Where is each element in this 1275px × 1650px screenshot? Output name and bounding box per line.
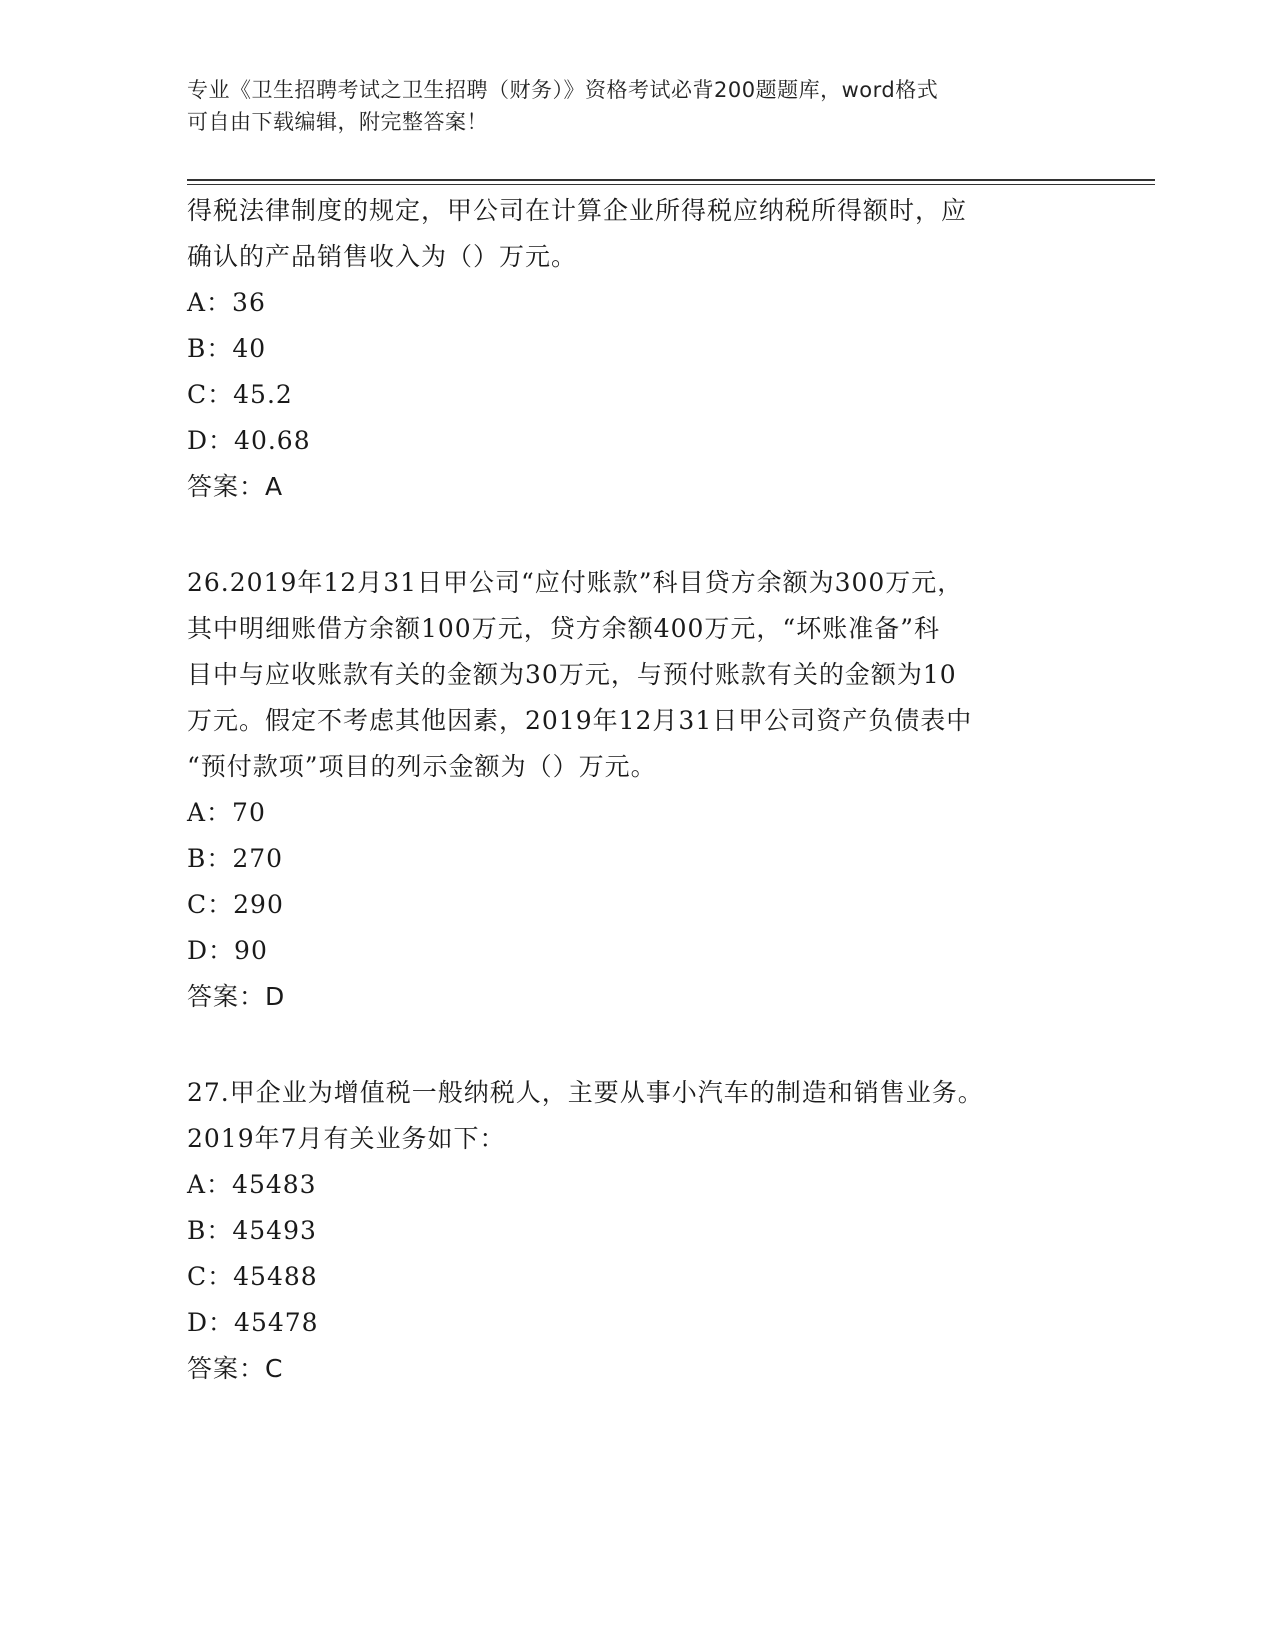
option-b: B：45493 (187, 1216, 317, 1245)
question-26 (187, 560, 1067, 1020)
question-text-line: 目中与应收账款有关的金额为30万元，与预付账款有关的金额为10 (187, 660, 957, 689)
question-text-line: 27.甲企业为增值税一般纳税人，主要从事小汽车的制造和销售业务。 (187, 1078, 984, 1107)
option-a: A：70 (187, 798, 266, 827)
option-list (187, 1162, 1067, 1346)
question-text-line: “预付款项”项目的列示金额为（）万元。 (187, 752, 657, 781)
question-text-line: 2019年7月有关业务如下： (187, 1124, 506, 1153)
option-d: D：40.68 (187, 426, 311, 455)
answer-line: 答案：A (187, 472, 284, 501)
option-list (187, 280, 1067, 464)
option-c: C：290 (187, 890, 284, 919)
question-text-line: 确认的产品销售收入为（）万元。 (187, 242, 578, 271)
document-body (187, 188, 1067, 1392)
option-d: D：90 (187, 936, 268, 965)
option-list (187, 790, 1067, 974)
question-text-line: 万元。假定不考虑其他因素，2019年12月31日甲公司资产负债表中 (187, 706, 973, 735)
header-line-1: 专业《卫生招聘考试之卫生招聘（财务）》资格考试必背200题题库，word格式 (187, 78, 939, 102)
answer-line: 答案：D (187, 982, 286, 1011)
option-b: B：40 (187, 334, 267, 363)
question-25 (187, 188, 1067, 510)
header-rule-thin (187, 184, 1155, 185)
option-a: A：36 (187, 288, 266, 317)
question-text-line: 得税法律制度的规定，甲公司在计算企业所得税应纳税所得额时，应 (187, 196, 968, 225)
option-a: A：45483 (187, 1170, 317, 1199)
option-b: B：270 (187, 844, 284, 873)
question-text-line: 其中明细账借方余额100万元，贷方余额400万元，“坏账准备”科 (187, 614, 940, 643)
document-header (187, 74, 1067, 138)
option-c: C：45.2 (187, 380, 293, 409)
spacer (187, 1020, 1067, 1070)
header-line-2: 可自由下载编辑，附完整答案！ (187, 110, 488, 134)
question-text-line: 26.2019年12月31日甲公司“应付账款”科目贷方余额为300万元， (187, 568, 964, 597)
answer-line: 答案：C (187, 1354, 284, 1383)
question-27 (187, 1070, 1067, 1392)
option-d: D：45478 (187, 1308, 319, 1337)
header-rule-thick (187, 179, 1155, 181)
option-c: C：45488 (187, 1262, 318, 1291)
spacer (187, 510, 1067, 560)
